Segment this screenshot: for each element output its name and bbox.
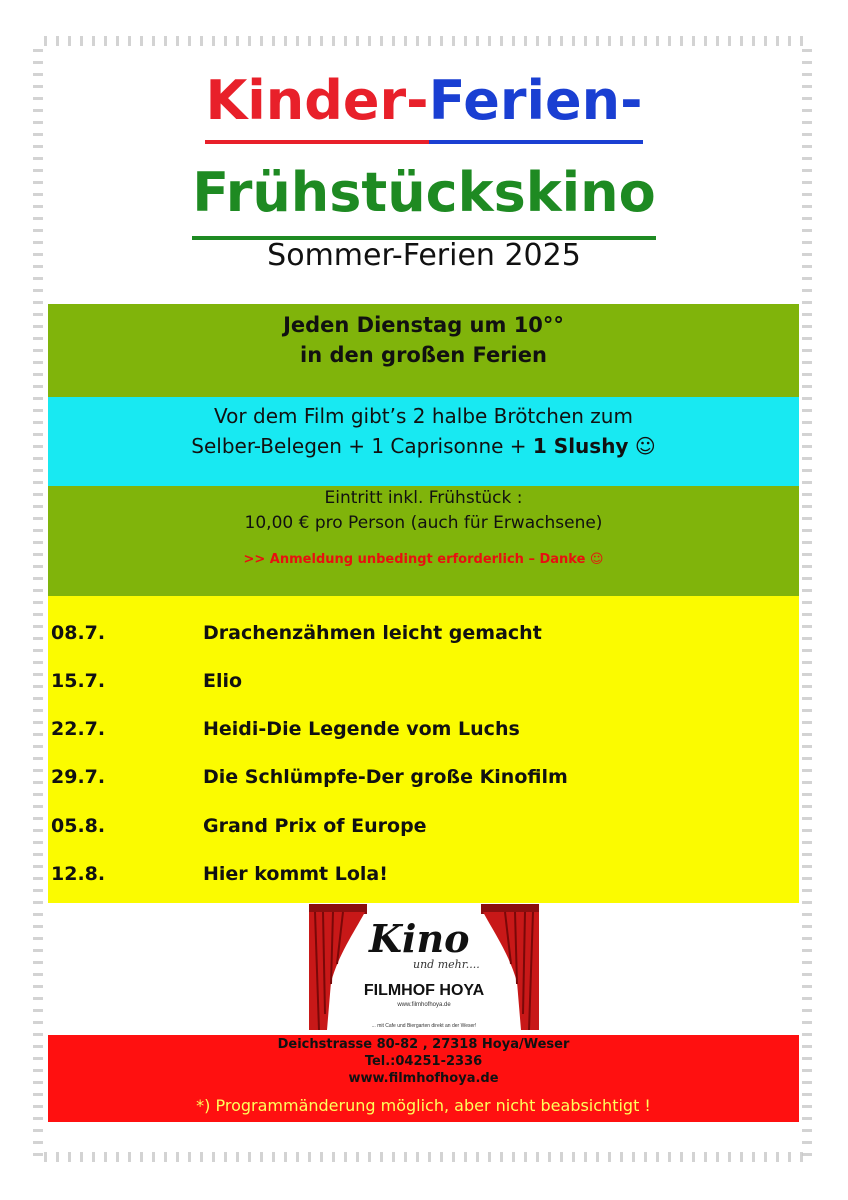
contact-band	[48, 1035, 799, 1122]
logo-kino-text: Kino	[369, 916, 470, 961]
schedule-text	[48, 304, 799, 370]
page-title-line1	[0, 66, 848, 144]
logo-url: www.filmhofhoya.de	[397, 1002, 451, 1008]
filmhof-logo	[309, 904, 539, 1030]
film-title: Drachenzähmen leicht gemacht	[203, 622, 542, 644]
contact-web-link[interactable]: www.filmhofhoya.de	[348, 1071, 499, 1086]
logo-slogan: ... mit Cafe und Biergarten direkt an der Weser!	[371, 1023, 477, 1029]
admission-line1: Eintritt inkl. Frühstück :	[324, 488, 523, 508]
schedule-line2: in den großen Ferien	[300, 343, 547, 367]
schedule-band	[48, 304, 799, 397]
offer-band	[48, 397, 799, 486]
title-part-ferien: Ferien-	[429, 66, 643, 144]
contact-text	[48, 1035, 799, 1087]
admission-line2: 10,00 € pro Person (auch für Erwachsene)	[244, 513, 603, 533]
decorative-border-top	[44, 36, 812, 46]
contact-address: Deichstrasse 80-82 , 27318 Hoya/Weser	[277, 1037, 570, 1052]
film-date: 15.7.	[51, 670, 106, 692]
logo-filmhof-name: FILMHOF HOYA	[363, 982, 485, 999]
title-part-kinder: Kinder-	[205, 66, 428, 144]
title-fruehstueckskino: Frühstückskino	[192, 150, 655, 240]
film-date: 12.8.	[51, 863, 106, 885]
admission-text	[48, 486, 799, 536]
curtain-left-icon	[309, 904, 367, 1030]
admission-band	[48, 486, 799, 596]
offer-text	[48, 397, 799, 461]
curtain-right-icon	[481, 904, 539, 1030]
schedule-line1: Jeden Dienstag um 10°°	[283, 313, 564, 337]
film-list	[48, 596, 799, 903]
film-date: 08.7.	[51, 622, 106, 644]
film-date: 22.7.	[51, 718, 106, 740]
page-subtitle: Sommer-Ferien 2025	[267, 238, 581, 273]
film-date: 29.7.	[51, 766, 106, 788]
offer-line2-prefix: Selber-Belegen + 1 Caprisonne +	[191, 434, 533, 458]
film-title: Grand Prix of Europe	[203, 815, 427, 837]
page-title-line2	[0, 150, 848, 240]
smiley-icon: ☺	[628, 434, 656, 458]
film-title: Hier kommt Lola!	[203, 863, 388, 885]
contact-phone: Tel.:04251-2336	[364, 1054, 483, 1069]
offer-slushy: 1 Slushy	[532, 434, 629, 458]
film-title: Elio	[203, 670, 243, 692]
offer-line1: Vor dem Film gibt’s 2 halbe Brötchen zum	[214, 404, 633, 428]
film-date: 05.8.	[51, 815, 106, 837]
offer-line2	[48, 431, 799, 461]
program-change-note: *) Programmänderung möglich, aber nicht beabsichtigt !	[196, 1096, 651, 1115]
registration-warning: >> Anmeldung unbedingt erforderlich – Danke ☺	[243, 552, 604, 567]
logo-und-mehr-text: und mehr....	[413, 958, 480, 971]
film-title: Heidi-Die Legende vom Luchs	[203, 718, 520, 740]
decorative-border-bottom	[44, 1152, 812, 1162]
film-title: Die Schlümpfe-Der große Kinofilm	[203, 766, 568, 788]
